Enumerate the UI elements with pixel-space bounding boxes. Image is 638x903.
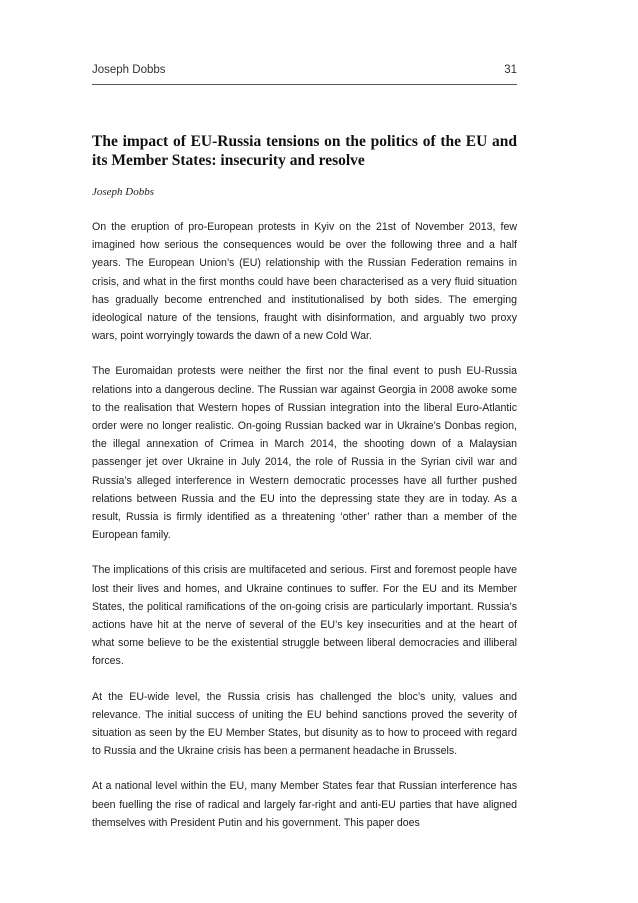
- body-paragraph: On the eruption of pro-European protests in Kyiv on the 21st of November 2013, few imagined how serious the consequences would be over the following three and a half years. The European Union’s (EU) relationship with the Russian Federation remains in crisis, and what in the first months could have been characterised as a very fluid situation has gradually become entrenched and institutionalised by both sides. The emerging ideological nature of the tensions, fraught with disinformation, and arguably two proxy wars, point worryingly towards the dawn of a new Cold War.: [92, 221, 517, 343]
- body-paragraph: The implications of this crisis are multifaceted and serious. First and foremost people have lost their lives and homes, and Ukraine continues to suffer. For the EU and its Member States, the political ramifications of the on-going crisis are particularly important. Russia’s actions have hit at the nerve of several of the EU’s key insecurities and at the heart of what some believe to be the existential struggle between liberal democracies and illiberal forces.: [92, 564, 517, 668]
- body-paragraph: At a national level within the EU, many Member States fear that Russian interference has been fuelling the rise of radical and largely far-right and anti-EU parties that have aligned themselves with President Putin and his government. This paper does: [92, 780, 517, 829]
- running-header: [92, 64, 517, 84]
- header-divider: [92, 84, 517, 85]
- header-author: Joseph Dobbs: [92, 64, 166, 76]
- body-paragraph: At the EU-wide level, the Russia crisis has challenged the bloc’s unity, values and relevance. The initial success of uniting the EU behind sanctions proved the severity of situation as seen by the EU Member States, but disunity as to how to proceed with regard to Russia and the Ukraine crisis has been a permanent headache in Brussels.: [92, 690, 517, 758]
- article-byline: Joseph Dobbs: [92, 186, 155, 198]
- page-number: 31: [504, 64, 517, 76]
- body-paragraph: The Euromaidan protests were neither the first nor the final event to push EU-Russia relations into a dangerous decline. The Russian war against Georgia in 2008 awoke some to the realisation that Western hopes of Russian integration into the liberal Euro-Atlantic order were no longer realistic. On-going Russian backed war in Ukraine’s Donbas region, the illegal annexation of Crimea in March 2014, the shooting down of a Malaysian passenger jet over Ukraine in July 2014, the role of Russia in the Syrian civil war and Russia’s alleged interference in Western democratic processes have all further pushed relations between Russia and the EU into the depressing state they are in today. As a result, Russia is firmly identified as a threatening ‘other’ rather than a member of the European family.: [92, 365, 517, 542]
- article-body: [92, 218, 517, 849]
- article-title: The impact of EU-Russia tensions on the politics of the EU and its Member States: insecurity and resolve: [92, 133, 517, 169]
